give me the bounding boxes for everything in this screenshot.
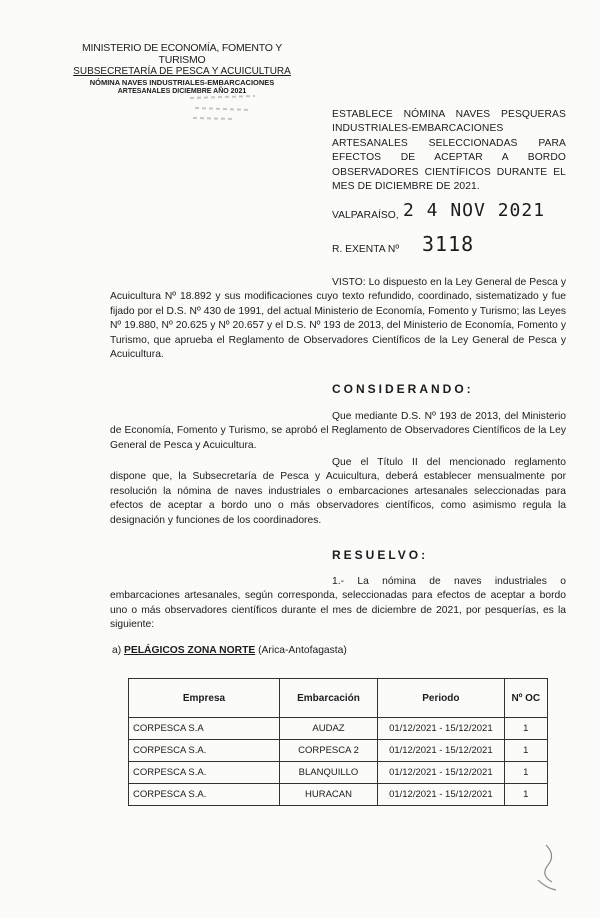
cell-embarcacion: CORPESCA 2	[279, 740, 377, 762]
observers-table	[128, 678, 548, 806]
resuelvo-heading: RESUELVO:	[332, 548, 429, 562]
reference-line-1: NÓMINA NAVES INDUSTRIALES-EMBARCACIONES	[89, 78, 275, 87]
place-label: VALPARAÍSO,	[332, 210, 399, 221]
cell-periodo: 01/12/2021 - 15/12/2021	[378, 718, 505, 740]
considerando-paragraph-1: Que mediante D.S. Nº 193 de 2013, del Ministerio de Economía, Fomento y Turismo, se aprobó el Reglamento de Observadores Científicos de la Ley General de Pesca y Acuicultura.	[110, 411, 566, 451]
resuelvo-paragraph-1: 1.- La nómina de naves industriales o embarcaciones artesanales, según corresponda, seleccionadas para efectos de aceptar a bordo uno o más observadores científicos durante el mes de diciembre de 2021, por pesquerías, es la siguiente:	[110, 576, 566, 631]
cell-oc: 1	[504, 740, 547, 762]
cell-periodo: 01/12/2021 - 15/12/2021	[378, 740, 505, 762]
cell-empresa: CORPESCA S.A.	[129, 740, 280, 762]
resolution-summary: ESTABLECE NÓMINA NAVES PESQUERAS INDUSTRIALES-EMBARCACIONES ARTESANALES SELECCIONADAS PARA EFECTOS DE ACEPTAR A BORDO OBSERVADORES CIENTÍFICOS DURANTE EL MES DE DICIEMBRE DE 2021.	[332, 109, 566, 193]
header-oc: Nº OC	[504, 679, 547, 718]
section-a-title	[112, 645, 347, 656]
faded-stamp-icon	[185, 88, 265, 128]
considerando-paragraph-2: Que el Título II del mencionado reglamento dispone que, la Subsecretaría de Pesca y Acuicultura, deberá establecer mensualmente por resolución la nómina de naves industriales o embarcaciones artesanales seleccionadas para efectos de aceptar a bordo uno o más observadores científicos, como asimismo regula la designación y funciones de los coordinadores.	[110, 457, 566, 526]
section-letter: a)	[112, 645, 122, 656]
header-empresa: Empresa	[129, 679, 280, 718]
considerando-heading: CONSIDERANDO:	[332, 382, 474, 396]
visto-paragraph: VISTO: Lo dispuesto en la Ley General de Pesca y Acuicultura Nº 18.892 y sus modificaciones cuyo texto refundido, coordinado, sistematizado y fue fijado por el D.S. Nº 430 de 1991, del actual Ministerio de Economía, Fomento y Turismo; las Leyes Nº 19.880, Nº 20.625 y Nº 20.657 y el D.S. Nº 193 de 2013, del Ministerio de Economía, Fomento y Turismo, que aprueba el Reglamento de Observadores Científicos de la Ley General de Pesca y Acuicultura.	[110, 277, 566, 361]
header-embarcacion: Embarcación	[279, 679, 377, 718]
table-header-row	[129, 679, 548, 718]
cell-empresa: CORPESCA S.A.	[129, 784, 280, 806]
table-row	[129, 718, 548, 740]
resolution-label: R. EXENTA Nº	[332, 244, 400, 255]
header-periodo: Periodo	[378, 679, 505, 718]
cell-oc: 1	[504, 718, 547, 740]
cell-empresa: CORPESCA S.A.	[129, 762, 280, 784]
margin-initials-icon	[526, 840, 566, 895]
letterhead	[62, 42, 302, 96]
cell-embarcacion: HURACAN	[279, 784, 377, 806]
cell-oc: 1	[504, 784, 547, 806]
cell-embarcacion: BLANQUILLO	[279, 762, 377, 784]
table-row	[129, 784, 548, 806]
cell-oc: 1	[504, 762, 547, 784]
table-row	[129, 740, 548, 762]
resolution-number: 3118	[422, 232, 475, 256]
cell-empresa: CORPESCA S.A	[129, 718, 280, 740]
cell-periodo: 01/12/2021 - 15/12/2021	[378, 784, 505, 806]
section-region: (Arica-Antofagasta)	[258, 645, 347, 656]
reference-line-2: ARTESANALES DICIEMBRE AÑO 2021	[117, 88, 247, 95]
ministry-name: MINISTERIO DE ECONOMÍA, FOMENTO Y TURISMO	[81, 42, 283, 66]
cell-embarcacion: AUDAZ	[279, 718, 377, 740]
undersecretary-name: SUBSECRETARÍA DE PESCA Y ACUICULTURA	[73, 66, 291, 77]
section-fishery-name: PELÁGICOS ZONA NORTE	[124, 645, 256, 656]
table-row	[129, 762, 548, 784]
cell-periodo: 01/12/2021 - 15/12/2021	[378, 762, 505, 784]
date-stamp: 2 4 NOV 2021	[403, 200, 546, 221]
